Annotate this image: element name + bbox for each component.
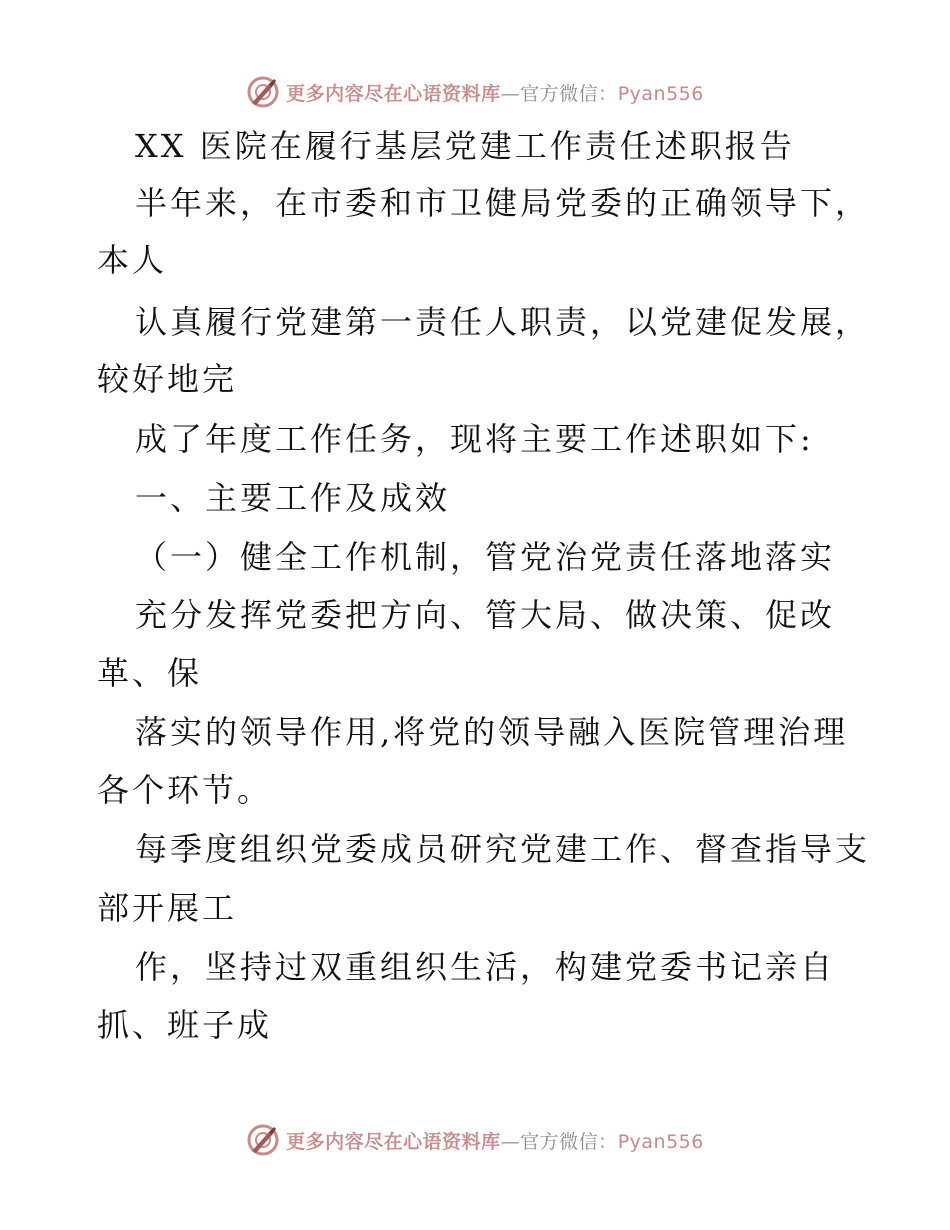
paragraph-line: 落实的领导作用,将党的领导融入医院管理治理 (135, 713, 849, 751)
watermark-brand: 更多内容尽在心语资料库 (286, 1130, 501, 1153)
watermark-wechat-id: Pyan556 (617, 82, 704, 105)
paragraph-line: 抓、班子成 (97, 1006, 273, 1044)
subsection-heading: （一）健全工作机制，管党治党责任落地落实 (135, 538, 836, 576)
paragraph-line: 较好地完 (97, 360, 238, 398)
watermark-brand: 更多内容尽在心语资料库 (286, 82, 501, 105)
watermark-dash: — (500, 1130, 521, 1153)
paragraph-line: 各个环节。 (97, 771, 273, 809)
paragraph-line: 作，坚持过双重组织生活，构建党委书记亲自 (135, 948, 836, 986)
watermark-text (286, 1127, 704, 1154)
watermark-wechat-id: Pyan556 (617, 1130, 704, 1153)
paragraph-line: 每季度组织党委成员研究党建工作、督查指导支 (135, 830, 871, 868)
paragraph-line: 认真履行党建第一责任人职责，以党建促发展， (135, 303, 871, 341)
watermark-wechat-label: 官方微信： (520, 1130, 618, 1153)
paragraph-line: 成了年度工作任务，现将主要工作述职如下: (135, 420, 814, 458)
paragraph-line: 本人 (97, 241, 168, 279)
paragraph-line: 革、保 (97, 654, 203, 692)
watermark-dash: — (500, 82, 521, 105)
paragraph-line: 充分发挥党委把方向、管大局、做决策、促改 (135, 596, 836, 634)
section-heading: 一、主要工作及成效 (135, 479, 451, 517)
brand-logo-icon (246, 1123, 280, 1157)
paragraph-line: 部开展工 (97, 889, 238, 927)
paragraph-line: 半年来，在市委和市卫健局党委的正确领导下， (135, 184, 871, 222)
document-title: XX 医院在履行基层党建工作责任述职报告 (135, 127, 795, 165)
watermark-footer (0, 1120, 950, 1160)
watermark-wechat-label: 官方微信： (520, 82, 618, 105)
